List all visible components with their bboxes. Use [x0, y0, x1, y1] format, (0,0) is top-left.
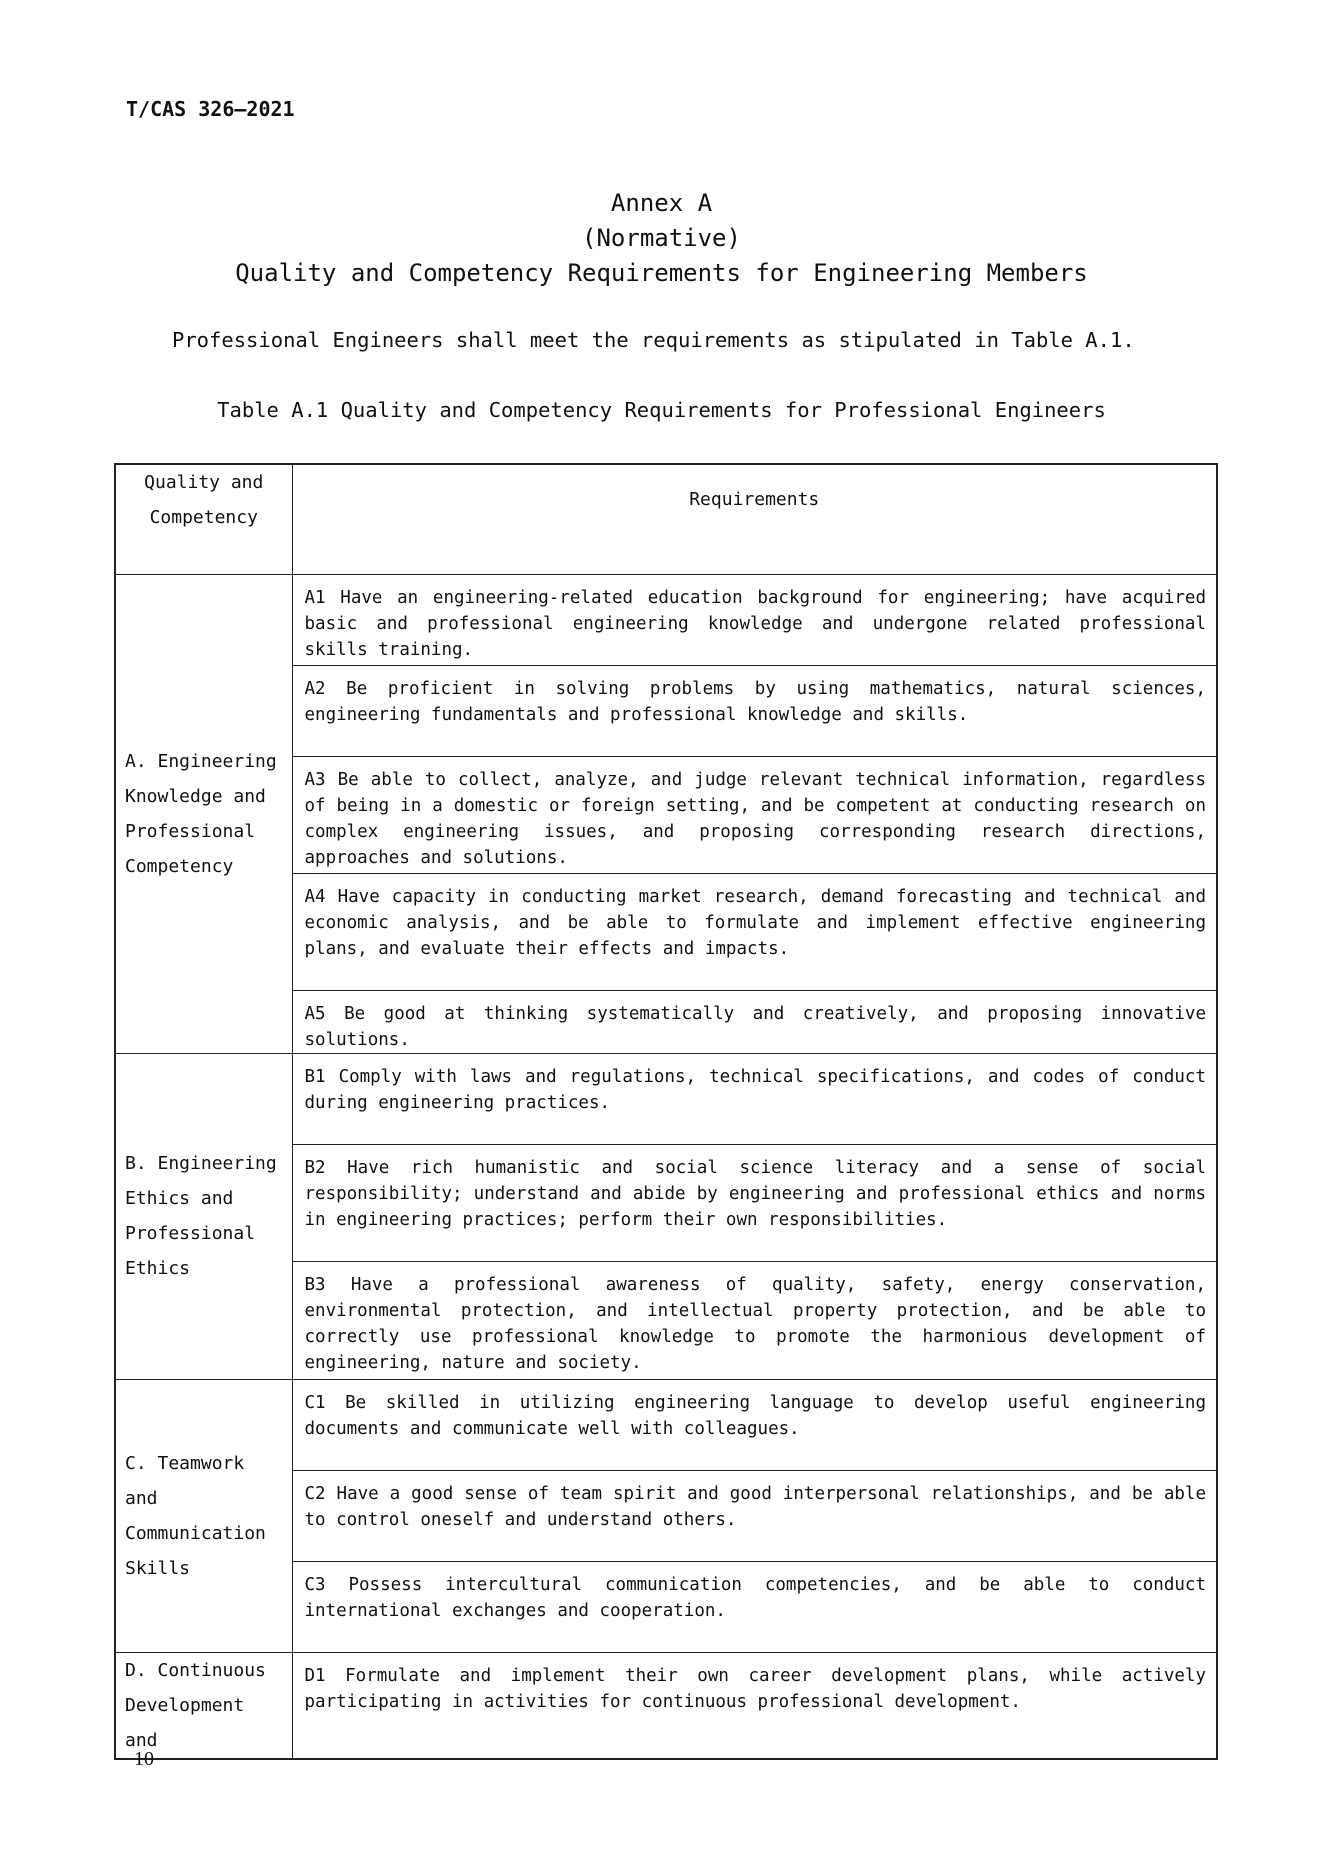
requirement-d1: D1 Formulate and implement their own career development plans, while actively participating in activities for continuous professional development. — [292, 1652, 1217, 1759]
group-label-a: A. Engineering Knowledge and Professional Competency — [115, 574, 292, 1053]
header-col1-line1: Quality and — [144, 472, 264, 493]
requirement-b2: B2 Have rich humanistic and social science literacy and a sense of social responsibility; understand and abide by engineering and professional ethics and norms in engineering practices; perform their own responsibilities. — [292, 1144, 1217, 1261]
table-row — [115, 1379, 1217, 1470]
requirement-a5: A5 Be good at thinking systematically and creatively, and proposing innovative solutions. — [292, 990, 1217, 1053]
table-header-row — [115, 464, 1217, 574]
annex-subtitle: Quality and Competency Requirements for Engineering Members — [235, 259, 1088, 287]
table-caption: Table A.1 Quality and Competency Requirements for Professional Engineers — [217, 398, 1106, 422]
requirement-a4: A4 Have capacity in conducting market research, demand forecasting and technical and economic analysis, and be able to formulate and implement effective engineering plans, and evaluate their effects and impacts. — [292, 873, 1217, 990]
table-row — [115, 1053, 1217, 1144]
annex-heading — [0, 186, 1323, 291]
table-row — [115, 574, 1217, 665]
requirement-c1: C1 Be skilled in utilizing engineering language to develop useful engineering documents and communicate well with colleagues. — [292, 1379, 1217, 1470]
requirement-b1: B1 Comply with laws and regulations, technical specifications, and codes of conduct during engineering practices. — [292, 1053, 1217, 1144]
requirement-a2: A2 Be proficient in solving problems by using mathematics, natural sciences, engineering fundamentals and professional knowledge and skills. — [292, 665, 1217, 756]
requirement-c2: C2 Have a good sense of team spirit and good interpersonal relationships, and be able to control oneself and understand others. — [292, 1470, 1217, 1561]
annex-title: Annex A — [610, 189, 713, 217]
requirement-a1: A1 Have an engineering-related education background for engineering; have acquired basic and professional engineering knowledge and undergone related professional skills training. — [292, 574, 1217, 665]
requirement-c3: C3 Possess intercultural communication competencies, and be able to conduct international exchanges and cooperation. — [292, 1561, 1217, 1652]
requirement-a3: A3 Be able to collect, analyze, and judge relevant technical information, regardless of being in a domestic or foreign setting, and be competent at conducting research on complex engineering issues, and proposing corresponding research directions, approaches and solutions. — [292, 756, 1217, 873]
header-quality-competency — [115, 464, 292, 574]
page-number: 10 — [134, 1748, 154, 1770]
intro-paragraph: Professional Engineers shall meet the requirements as stipulated in Table A.1. — [172, 328, 1135, 352]
group-label-b: B. Engineering Ethics and Professional Ethics — [115, 1053, 292, 1379]
requirements-table — [114, 463, 1218, 1760]
header-col1-line2: Competency — [149, 507, 258, 528]
table-row — [115, 1652, 1217, 1759]
document-code: T/CAS 326—2021 — [126, 97, 295, 121]
header-requirements: Requirements — [292, 464, 1217, 574]
group-label-c: C. Teamwork and Communication Skills — [115, 1379, 292, 1652]
requirement-b3: B3 Have a professional awareness of quality, safety, energy conservation, environmental protection, and intellectual property protection, and be able to correctly use professional knowledge to promote the harmonious development of engineering, nature and society. — [292, 1261, 1217, 1379]
group-label-d: D. Continuous Development and — [115, 1652, 292, 1759]
annex-type: (Normative) — [582, 224, 741, 252]
